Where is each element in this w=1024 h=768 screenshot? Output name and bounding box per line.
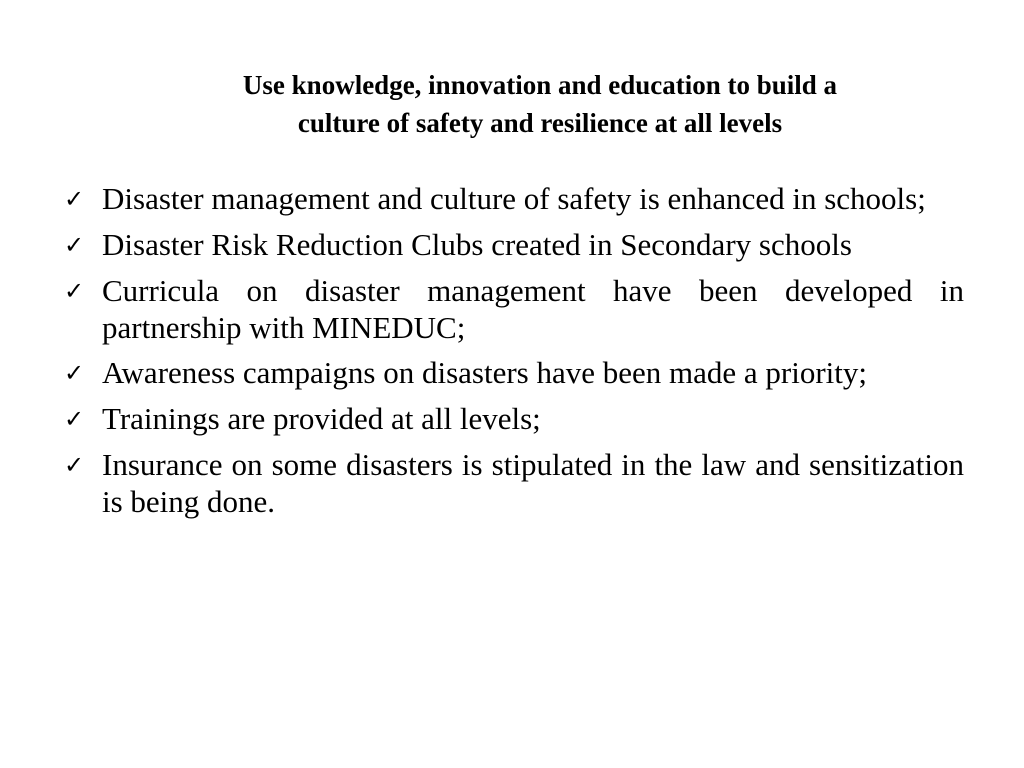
checkmark-icon: ✓ bbox=[64, 359, 85, 387]
checkmark-icon: ✓ bbox=[64, 185, 85, 213]
bullet-item bbox=[62, 272, 964, 346]
bullet-text: Insurance on some disasters is stipulated in the law and sensitization is being done. bbox=[102, 447, 964, 519]
bullet-item bbox=[62, 446, 964, 520]
bullet-text: Disaster Risk Reduction Clubs created in Secondary schools bbox=[102, 227, 852, 262]
checkmark-icon: ✓ bbox=[64, 231, 85, 259]
slide-title-line-2: culture of safety and resilience at all levels bbox=[297, 108, 783, 138]
bullet-item bbox=[62, 400, 964, 438]
bullet-item bbox=[62, 354, 964, 392]
checkmark-icon: ✓ bbox=[64, 451, 85, 479]
checkmark-icon: ✓ bbox=[64, 405, 85, 433]
bullet-text: Awareness campaigns on disasters have been made a priority; bbox=[102, 355, 868, 390]
checkmark-icon: ✓ bbox=[64, 277, 85, 305]
slide-title bbox=[110, 66, 970, 142]
bullet-text: Disaster management and culture of safety is enhanced in schools; bbox=[102, 181, 926, 216]
bullet-list bbox=[62, 180, 964, 528]
bullet-text: Curricula on disaster management have been developed in partnership with MINEDUC; bbox=[102, 273, 964, 345]
bullet-item bbox=[62, 226, 964, 264]
bullet-text: Trainings are provided at all levels; bbox=[102, 401, 541, 436]
slide-title-line-1: Use knowledge, innovation and education to build a bbox=[242, 70, 838, 100]
bullet-item bbox=[62, 180, 964, 218]
